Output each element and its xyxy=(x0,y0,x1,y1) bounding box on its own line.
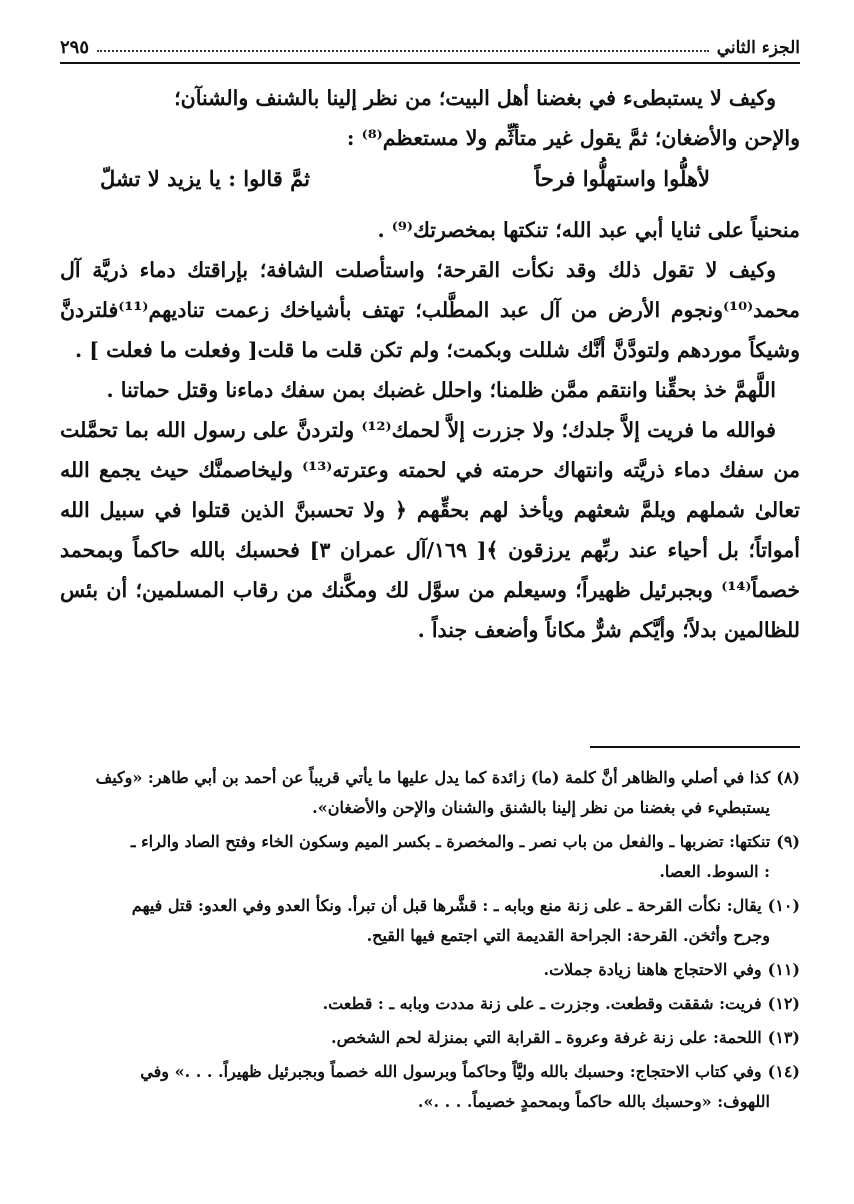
book-page xyxy=(60,28,800,1178)
footnote-label: (٩) xyxy=(776,832,800,851)
footnote-8 xyxy=(60,763,800,823)
paragraph-3: وكيف لا تقول ذلك وقد نكأت القرحة؛ واستأصلت الشافة؛ بإراقتك دماء ذريَّة آل محمد⁽¹⁰⁾ونجوم الأرض من آل عبد المطَّلب؛ تهتف بأشياخك زعمت تناديهم⁽¹¹⁾فلتردنَّ وشيكاً موردهم ولتودَّنَّ أنَّك شللت وبكمت؛ ولم تكن قلت ما قلت[ وفعلت ما فعلت ] . xyxy=(60,258,800,362)
paragraph-1-line-2: والإحن والأضغان؛ ثمَّ يقول غير متأثِّم ولا مستعظم⁽⁸⁾ : xyxy=(346,126,800,150)
footnote-text: يقال: نكأت القرحة ـ على زنة منع وبابه ـ : قشَّرها قبل أن تبرأ. ونكأ العدو وفي العدو: قتل فيهم xyxy=(131,896,762,915)
header-dot-leader xyxy=(97,50,709,52)
footnote-label: (١١) xyxy=(767,960,800,979)
footnote-text-cont: اللهوف: «وحسبك بالله حاكماً وبمحمدٍ خصيماً. . . .». xyxy=(417,1092,770,1111)
footnote-10 xyxy=(60,891,800,951)
footnote-text: كذا في أصلي والظاهر أنَّ كلمة (ما) زائدة كما يدل عليها ما يأتي قريباً عن أحمد بن أبي طاهر: «وكيف xyxy=(95,768,771,787)
footnote-text-cont: وجرح وأثخن. القرحة: الجراحة القديمة التي اجتمع فيها القيح. xyxy=(366,926,770,945)
footnote-divider xyxy=(590,746,800,748)
footnote-text: وفي كتاب الاحتجاج: وحسبك بالله وليَّاً وحاكماً وبرسول الله خصماً وبجبرئيل ظهيراً. . . .» وفي xyxy=(140,1062,762,1081)
poem-first-hemistich: لأهلُّوا واستهلُّوا فرحاً xyxy=(534,166,710,191)
footnote-12 xyxy=(60,989,800,1019)
paragraph-2: منحنياً على ثنايا أبي عبد الله؛ تنكتها بمخصرتك⁽⁹⁾ . xyxy=(377,218,800,242)
page-header xyxy=(60,28,800,64)
paragraph-1-line-1: وكيف لا يستبطىء في بغضنا أهل البيت؛ من نظر إلينا بالشنف والشنآن؛ xyxy=(174,86,776,110)
footnotes xyxy=(60,763,800,1121)
paragraph-4: اللَّهمَّ خذ بحقِّنا وانتقم ممَّن ظلمنا؛ واحلل غضبك بمن سفك دماءنا وقتل حماتنا . xyxy=(106,378,776,402)
poem-verse xyxy=(60,158,800,200)
paragraph-5: فوالله ما فريت إلاَّ جلدك؛ ولا جزرت إلاَّ لحمك⁽¹²⁾ ولتردنَّ على رسول الله بما تحمَّلت من سفك دماء ذريَّته وانتهاك حرمته في لحمته وعترته⁽¹³⁾ وليخاصمنَّك حيث يجمع الله تعالىٰ شملهم ويلمَّ شعثهم ويأخذ لهم بحقِّهم ﴿ ولا تحسبنَّ الذين قتلوا في سبيل الله أمواتاً؛ بل أحياء عند ربِّهم يرزقون ﴾[ ١٦٩/آل عمران ٣] فحسبك بالله حاكماً وبمحمد خصماً⁽¹⁴⁾ وبجبرئيل ظهيراً؛ وسيعلم من سوَّل لك ومكَّنك من رقاب المسلمين؛ أن بئس للظالمين بدلاً؛ وأيَّكم شرٌّ مكاناً وأضعف جنداً . xyxy=(60,418,800,642)
footnote-text: تنكتها: تضربها ـ والفعل من باب نصر ـ والمخصرة ـ بكسر الميم وسكون الخاء وفتح الصاد والراء ـ xyxy=(130,832,771,851)
footnote-text: وفي الاحتجاج هاهنا زيادة جملات. xyxy=(543,960,762,979)
footnote-label: (١٠) xyxy=(767,896,800,915)
running-title: الجزء الثاني xyxy=(716,38,800,58)
footnote-text-cont: : السوط. العصا. xyxy=(659,862,770,881)
footnote-label: (١٣) xyxy=(767,1028,800,1047)
footnote-text: فريت: شققت وقطعت. وجزرت ـ على زنة مددت وبابه ـ : قطعت. xyxy=(322,994,762,1013)
footnote-9 xyxy=(60,827,800,887)
main-text xyxy=(60,78,800,650)
footnote-label: (١٢) xyxy=(767,994,800,1013)
poem-second-hemistich: ثمَّ قالوا : يا يزيد لا تشلّ xyxy=(100,166,310,191)
footnote-label: (٨) xyxy=(776,768,800,787)
footnote-13 xyxy=(60,1023,800,1053)
footnote-text: اللحمة: على زنة غرفة وعروة ـ القرابة التي بمنزلة لحم الشخص. xyxy=(331,1028,762,1047)
footnote-14 xyxy=(60,1057,800,1117)
footnote-text-cont: يستبطيء في بغضنا من نظر إلينا بالشنق والشنان والإحن والأضغان». xyxy=(312,798,770,817)
page-number: ٢٩٥ xyxy=(60,37,90,58)
footnote-label: (١٤) xyxy=(767,1062,800,1081)
footnote-11 xyxy=(60,955,800,985)
